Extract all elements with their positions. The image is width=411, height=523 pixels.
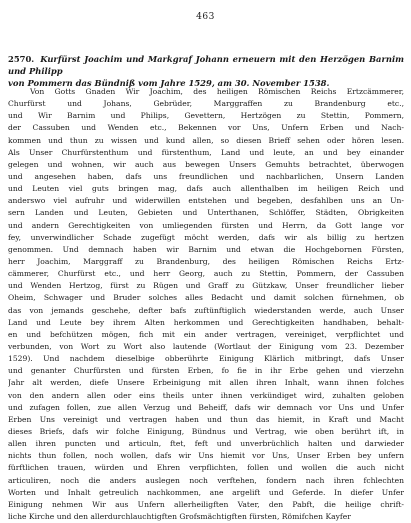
body-line: herr Joachim, Marggraff zu Brandenburg, des heiligen Römischen Reichs Ertz- [8, 256, 404, 266]
document-heading [8, 53, 404, 89]
body-line: verbunden, von Wort zu Wort also lautende (Wortlaut der Einigung vom 23. Dezember [8, 341, 404, 351]
body-line: Land und Leute bey ihrem Alten herkommen und Gerechtigkeiten handhaben, behalt- [8, 317, 404, 327]
body-line: articuliren, noch die anders auslegen noch verftehen, fondern nach ihren fchlechten [8, 475, 404, 485]
body-line: der Cassuben und Wenden etc., Bekennen vor Uns, Unfern Erben und Nach- [8, 123, 404, 133]
body-line: Churfürst und Johans, Gebrüder, Marggraffen zu Brandenburg etc., [8, 99, 404, 109]
body-line: kommen und thun zu wissen und kund allen, so diesen Brieff sehen oder hören lesen. [8, 135, 404, 145]
body-line: nichts thun follen, noch wollen, dafs wir Uns hiemit vor Uns, Unser Erben bey unfern [8, 451, 404, 461]
document-number: 2570. [8, 54, 35, 64]
body-line: von den andern allen oder eins theils unter ihnen verkündiget wird, zuhalten geloben [8, 390, 404, 400]
page-number: 463 [196, 12, 215, 22]
body-line: sern Landen und Leuten, Gebieten und Unterthanen, Schlöffer, Städten, Obrigkeiten [8, 208, 404, 218]
body-line: und Wir Barnim und Philips, Gevettern, Hertzögen zu Stettin, Pommern, [8, 111, 404, 121]
body-line: Worten und Inhalt getreulich nachkommen, ane argelift und Geferde. In diefer Unfer [8, 487, 404, 497]
document-title-line-1: Kurfürst Joachim und Markgraf Johann erneuern mit den Herzögen Barnim und Philipp [8, 54, 404, 76]
body-line: Oheim, Schwager und Bruder solches alles Bedacht und damit solchen fürnehmen, ob [8, 293, 404, 303]
body-line: Von Gotts Gnaden Wir Joachim, des heiligen Römischen Reichs Ertzcämmerer, [30, 87, 404, 96]
body-line: Jahr alt werden, diefe Unsere Erbeinigung mit allen ihren Inhalt, wann ihnen folches [8, 378, 404, 388]
body-line: Erben Uns vereinigt und vertragen haben und thun das hiemit, in Kraft und Macht [8, 414, 404, 424]
body-line: und zufagen follen, zue allen Verzug und Beheiff, dafs wir demnach vor Uns und Unfer [8, 402, 404, 412]
body-line: en und befchützen mögen, fich mit ein ander vertragen, vereiniget, verpflichtet und [8, 329, 404, 339]
body-line: gelegen und wohnen, wir auch aus bewegen Unsers Gemuhts betrachtet, überwogen [8, 159, 404, 169]
body-line: und Wenden Hertzog, fürst zu Rügen und Graff zu Gützkaw, Unser freundlicher lieber [8, 281, 404, 291]
body-line: und andern Gerechtigkeiten von umliegenden fürsten und Herrn, da Gott lange vor [8, 220, 404, 230]
body-line: 1529). Und nachdem dieselbige obberührte Einigung Klärlich mitbringt, dafs Unser [8, 354, 404, 364]
body-line: dieses Briefs, dafs wir folche Einigung, Bündnus und Vertrag, wie oben berührt ift, in [8, 426, 404, 436]
body-line: und angesehen haben, dafs uns freundlichen und nachbarlichen, Unsern Landen [8, 171, 404, 181]
body-line: das von jemands geschehe, defter bafs zuftünftiglich wiederstanden werde, auch Unser [8, 305, 404, 315]
body-line: cämmerer, Churfürst etc., und herr Georg, auch zu Stettin, Pommern, der Cassuben [8, 269, 404, 279]
body-line: liche Kirche und den allerdurchlauchtigften Grofsmächtigften fürsten, Römifchen Kayfer [8, 511, 351, 521]
body-line: und Leuten viel guts bringen mag, dafs auch allenthalben im heiligen Reich und [8, 184, 404, 194]
body-line: anderswo viel aufruhr und widerwillen entstehen und begeben, desfahlben uns an Un- [8, 196, 404, 206]
body-line: allen ihren puncten und articuln, ftet, feft und unverbrüchlich halten und darwieder [8, 439, 404, 449]
body-line: fey, unverwindlicher Schade zugefügt möcht werden, dafs wir als billig zu hertzen [8, 232, 404, 242]
body-line: Einigung nehmen Wir aus Unfern allerheiligften Vater, den Pabft, die heilige chrift- [8, 499, 404, 509]
document-title-line-2: von Pommern das Bündniß vom Jahre 1529, am 30. November 1538. [8, 78, 330, 88]
body-line: genommen. Und demnach haben wir Barnim und etwan die Hochgebornen Fürsten, [8, 244, 404, 254]
body-line: Als Unser Churfürstenthum und fürstenthum, Land und leute, an und bey einander [8, 147, 404, 157]
body-line: fürftlichen trauen, würden und Ehren verpflichten, follen und wollen die auch nicht [8, 463, 404, 473]
body-line: und genanter Churfürsten und fürsten Erben, fo fie in ihr Erbe gehen und vierzehn [8, 366, 404, 376]
document-body [8, 86, 404, 523]
